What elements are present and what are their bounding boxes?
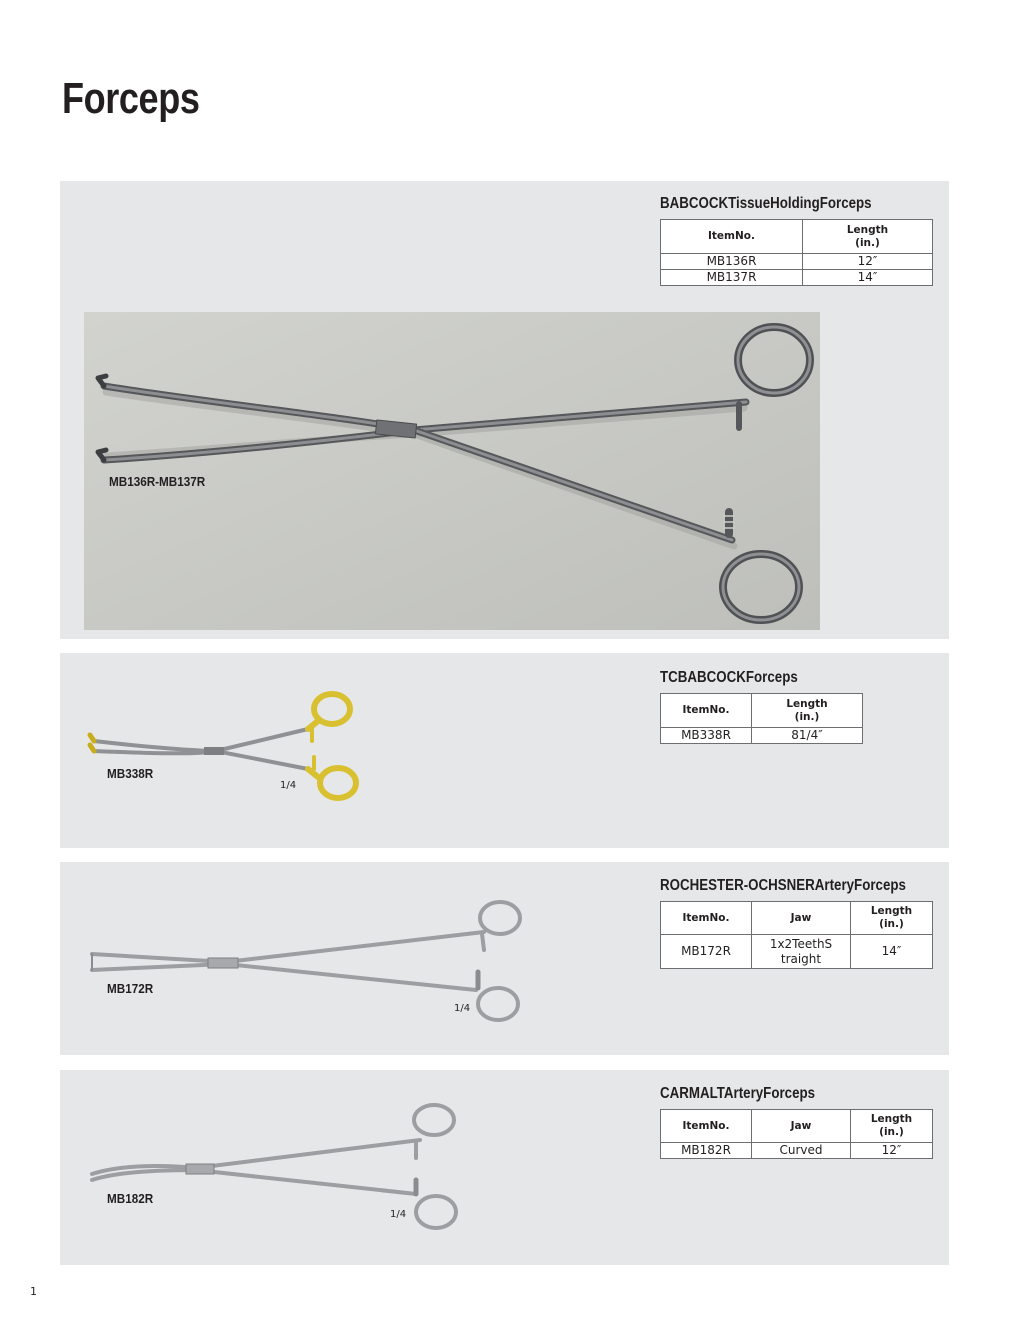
item-number-cell: MB182R — [661, 1143, 752, 1159]
column-header: Length (in.) — [851, 902, 933, 935]
product-title: TCBABCOCKForceps — [660, 669, 798, 686]
spec-table — [660, 1109, 933, 1159]
scale-label: 1/4 — [280, 780, 297, 791]
page-number: 1 — [30, 1285, 37, 1298]
table-row — [661, 254, 933, 270]
product-panel-tc-babcock — [60, 653, 949, 848]
item-code-label: MB182R — [107, 1191, 154, 1206]
product-title: CARMALTArteryForceps — [660, 1085, 816, 1102]
length-cell: 81/4″ — [752, 728, 863, 744]
item-number-cell: MB137R — [661, 270, 803, 286]
spec-table — [660, 219, 933, 286]
page-title: Forceps — [62, 74, 200, 123]
scale-label: 1/4 — [454, 1003, 471, 1014]
babcock-forceps-illustration — [84, 312, 820, 630]
column-header: Length (in.) — [803, 220, 933, 254]
item-number-cell: MB172R — [661, 935, 752, 969]
spec-table — [660, 693, 863, 744]
length-cell: 12″ — [851, 1143, 933, 1159]
product-title: ROCHESTER-OCHSNERArteryForceps — [660, 877, 906, 894]
column-header: ItemNo. — [661, 220, 803, 254]
jaw-cell: Curved — [752, 1143, 851, 1159]
spec-table — [660, 901, 933, 969]
column-header: Jaw — [752, 1110, 851, 1143]
item-number-cell: MB136R — [661, 254, 803, 270]
tc-babcock-forceps-illustration — [86, 685, 376, 803]
jaw-cell: 1x2TeethS traight — [752, 935, 851, 969]
length-cell: 12″ — [803, 254, 933, 270]
item-code-label: MB338R — [107, 766, 154, 781]
column-header: ItemNo. — [661, 1110, 752, 1143]
column-header: Jaw — [752, 902, 851, 935]
table-row — [661, 270, 933, 286]
table-row — [661, 1143, 933, 1159]
column-header: Length (in.) — [851, 1110, 933, 1143]
item-code-label: MB136R-MB137R — [109, 474, 206, 489]
product-title: BABCOCKTissueHoldingForceps — [660, 195, 872, 212]
product-panel-babcock — [60, 181, 949, 639]
table-row — [661, 728, 863, 744]
scale-label: 1/4 — [390, 1209, 407, 1220]
product-photo-babcock — [84, 312, 820, 630]
carmalt-forceps-illustration — [86, 1100, 466, 1240]
column-header: ItemNo. — [661, 694, 752, 728]
column-header: ItemNo. — [661, 902, 752, 935]
product-panel-carmalt — [60, 1070, 949, 1265]
item-code-label: MB172R — [107, 981, 154, 996]
table-row — [661, 935, 933, 969]
length-cell: 14″ — [803, 270, 933, 286]
column-header: Length (in.) — [752, 694, 863, 728]
item-number-cell: MB338R — [661, 728, 752, 744]
product-panel-rochester-ochsner — [60, 862, 949, 1055]
length-cell: 14″ — [851, 935, 933, 969]
